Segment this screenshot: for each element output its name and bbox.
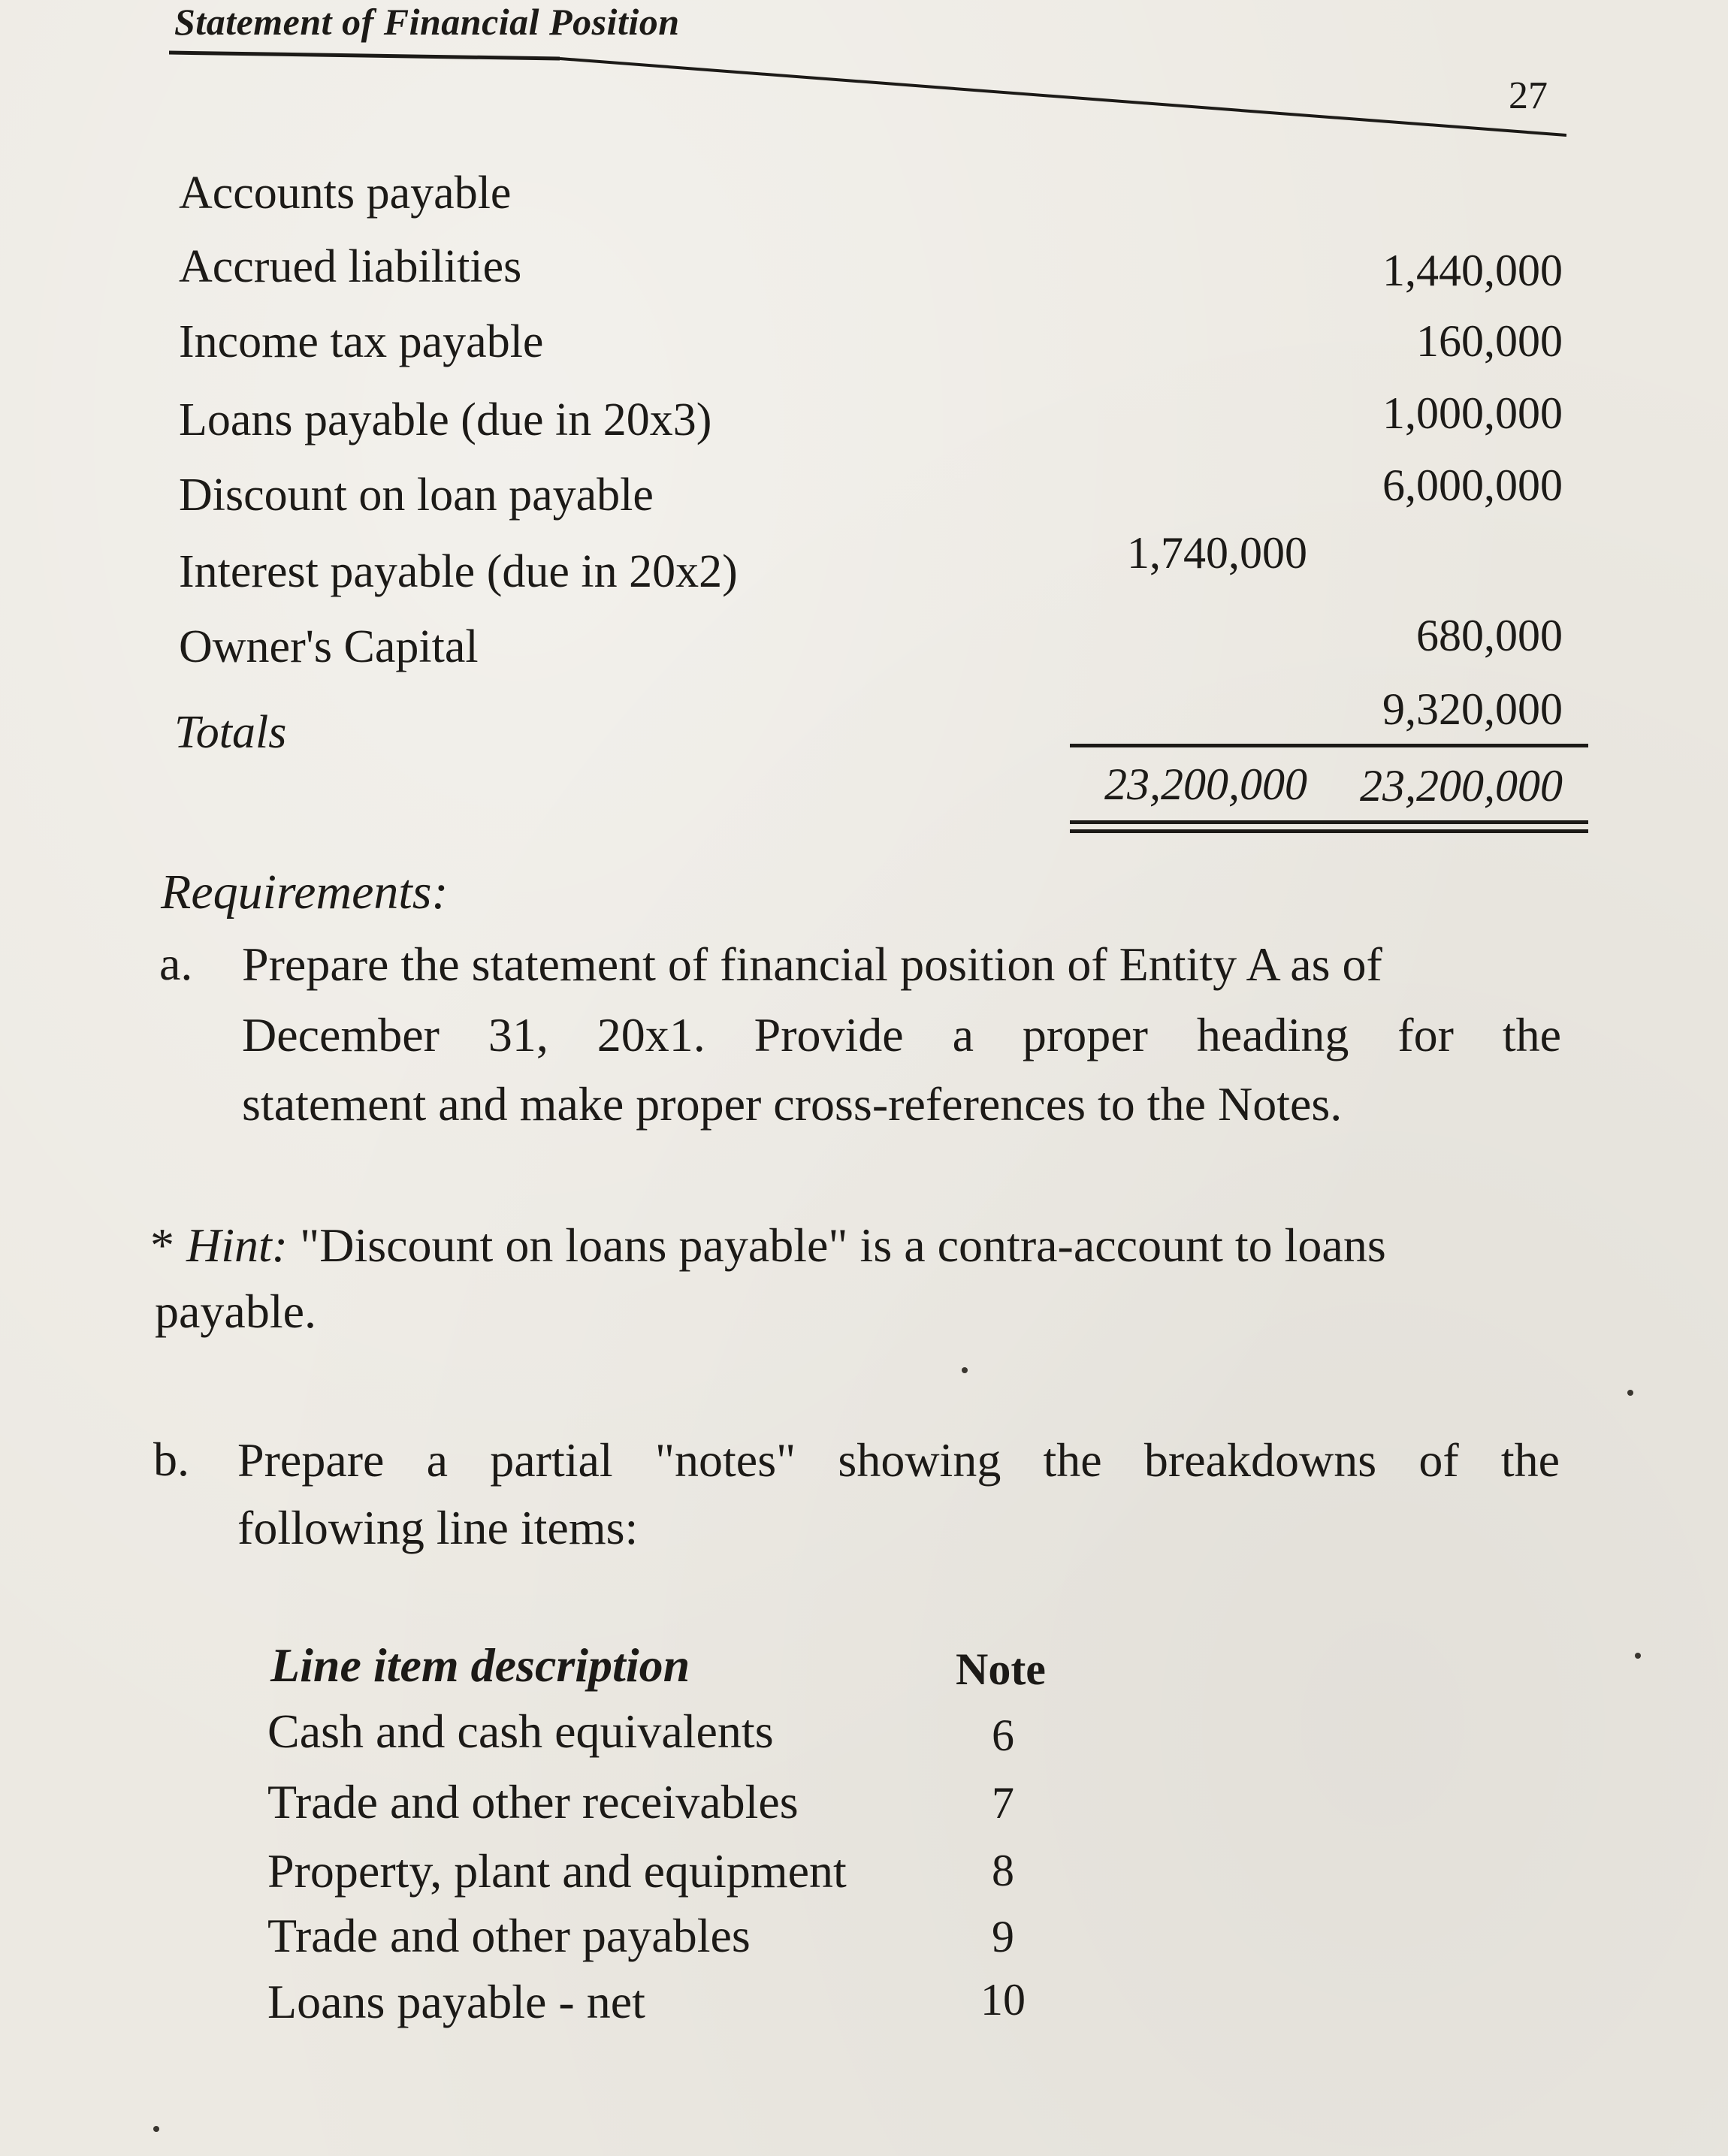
word: December [242, 1008, 440, 1061]
header-rule-left [169, 53, 560, 59]
ledger-credit-loans-payable: 1,000,000 [1382, 388, 1563, 438]
word: a [952, 1008, 974, 1061]
word: for [1397, 1008, 1454, 1061]
requirements-heading: Requirements: [161, 865, 449, 919]
notes-table-row-note: 7 [992, 1778, 1014, 1828]
ledger-label-interest-payable: Interest payable (due in 20x2) [179, 546, 738, 597]
hint-text-1: "Discount on loans payable" is a contra-account to loans [300, 1218, 1386, 1272]
word: proper [1022, 1008, 1148, 1061]
requirement-a-line-1 [242, 936, 1561, 993]
ledger-credit-income-tax-payable: 160,000 [1416, 316, 1563, 366]
ledger-label-income-tax-payable: Income tax payable [179, 316, 544, 367]
word: 31, [488, 1008, 548, 1061]
word: "notes" [654, 1433, 796, 1487]
word: heading [1196, 1008, 1349, 1061]
notes-table-row-description: Cash and cash equivalents [267, 1705, 774, 1758]
word: the [1500, 1433, 1560, 1487]
ledger-label-accounts-payable: Accounts payable [179, 168, 512, 219]
notes-table-row-note: 6 [992, 1711, 1014, 1760]
hint-star: * [150, 1218, 174, 1272]
total-double-rule-bottom [1070, 829, 1588, 833]
requirement-a-line-2 [242, 1007, 1561, 1064]
ledger-label-owners-capital: Owner's Capital [179, 621, 479, 672]
totals-label: Totals [174, 707, 287, 758]
ledger-label-discount-on-loan-payable: Discount on loan payable [179, 470, 654, 521]
word: 20x1. [597, 1008, 705, 1061]
word: Provide [754, 1008, 904, 1061]
requirement-b-line-2: following line items: [237, 1501, 639, 1554]
ledger-label-accrued-liabilities: Accrued liabilities [179, 241, 522, 292]
notes-table-row-description: Trade and other receivables [267, 1775, 799, 1828]
paper-speck [153, 2126, 159, 2132]
ledger-label-loans-payable: Loans payable (due in 20x3) [179, 394, 712, 445]
word: the [1043, 1433, 1102, 1487]
total-debit: 23,200,000 [1104, 759, 1307, 809]
word: breakdowns [1143, 1433, 1377, 1487]
requirement-b-marker: b. [153, 1433, 189, 1486]
notes-table-row-description: Loans payable - net [267, 1975, 645, 2028]
ledger-credit-last: 9,320,000 [1382, 684, 1563, 734]
requirement-a-marker: a. [159, 937, 193, 990]
requirement-a-text-1: Prepare the statement of financial position of Entity A as of [242, 938, 1382, 991]
running-head: Statement of Financial Position [174, 1, 680, 43]
header-rule-right [560, 59, 1566, 135]
word: partial [490, 1433, 613, 1487]
word: of [1418, 1433, 1459, 1487]
ledger-credit-accrued-liabilities: 1,440,000 [1382, 246, 1563, 295]
word: a [426, 1433, 449, 1487]
word: Prepare [237, 1433, 385, 1487]
word: the [1502, 1008, 1561, 1061]
requirement-a-line-3: statement and make proper cross-references to the Notes. [242, 1077, 1343, 1131]
hint-line-2: payable. [155, 1285, 316, 1338]
total-double-rule-top [1070, 820, 1588, 824]
ledger-credit-discount-on-loan-payable: 6,000,000 [1382, 460, 1563, 510]
hint-label: Hint: [186, 1218, 289, 1272]
notes-table-row-description: Property, plant and equipment [267, 1844, 847, 1898]
notes-table-row-note: 9 [992, 1912, 1014, 1961]
ledger-credit-owners-capital: 680,000 [1416, 611, 1563, 660]
notes-table-note-header: Note [956, 1644, 1046, 1694]
notes-table-row-description: Trade and other payables [267, 1909, 751, 1962]
subtotal-rule [1070, 744, 1588, 747]
total-credit: 23,200,000 [1360, 761, 1563, 811]
notes-table-description-header: Line item description [270, 1638, 690, 1692]
hint-line-1 [150, 1217, 1561, 1274]
paper-speck [1627, 1390, 1633, 1396]
notes-table-row-note: 8 [992, 1846, 1014, 1895]
ledger-debit-interest-payable: 1,740,000 [1127, 528, 1307, 578]
page-number: 27 [1509, 74, 1548, 117]
paper-speck [962, 1367, 968, 1373]
header-rule [169, 0, 1566, 150]
paper-speck [1635, 1653, 1641, 1659]
notes-table-row-note: 10 [980, 1975, 1026, 2025]
requirement-b-line-1 [237, 1432, 1560, 1489]
word: showing [838, 1433, 1001, 1487]
